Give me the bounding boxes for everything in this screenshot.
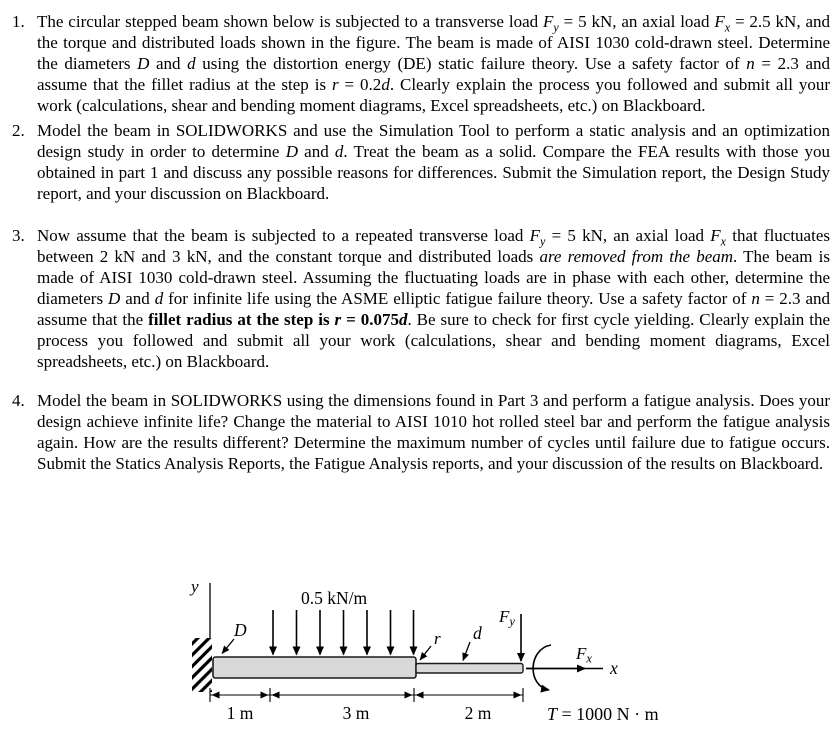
beam-figure <box>0 570 840 741</box>
y-axis <box>189 577 210 638</box>
fixed-wall-hatch <box>192 638 212 692</box>
dim-2m-label: 2 m <box>464 703 492 723</box>
beam-figure-svg <box>0 570 840 741</box>
problem-text: Model the beam in SOLIDWORKS using the dimensions found in Part 3 and perform a fatigue analysis. Does your design achieve infinite life? Change the material to AISI 1010 hot rolled steel bar and perform the fatigue analysis again. How are the results different? Determine the maximum number of cycles until failure due to fatigue occurs. Submit the Statics Analysis Reports, the Fatigue Analysis reports, and your discussion of the results on Blackboard. <box>37 391 830 473</box>
problem-number: 3. <box>12 226 25 245</box>
force-Fx-and-x-axis <box>526 644 618 678</box>
x-axis-label: x <box>610 658 618 678</box>
problem-text: The circular stepped beam shown below is subjected to a transverse load $F_y = 5$ kN, an axial load $F_x = 2.5$ kN, and the torque and distributed loads shown in the figure. The beam is made of AISI 1030 cold-drawn steel. Determine the diameters D and d using the distortion energy (DE) static failure theory. Use a safety factor of n = 2.3 and assume that the fillet radius at the step is r = 0.2d. Clearly explain the process you followed and submit all your work (calculations, shear and bending moment diagrams, Excel spreadsheets, etc.) on Blackboard. <box>37 12 830 115</box>
problem-number: 2. <box>12 121 25 140</box>
y-axis-label: y <box>191 577 199 596</box>
torque-arrow <box>533 645 551 690</box>
torque-label: T = 1000 N · m <box>547 704 659 724</box>
fillet-radius-label: r <box>434 629 441 648</box>
diameter-D-label: D <box>234 620 247 640</box>
problem-number: 1. <box>12 12 25 31</box>
problem-item-2 <box>12 120 830 204</box>
problem-item-4 <box>12 390 830 474</box>
diameter-d-callout <box>463 623 482 661</box>
diameter-d-label: d <box>473 623 482 643</box>
beam-small-section <box>416 664 523 674</box>
stepped-beam <box>213 657 523 678</box>
dimension-labels <box>227 703 492 723</box>
force-Fy-label: $F_y$ <box>499 607 515 629</box>
problem-number: 4. <box>12 391 25 410</box>
distributed-load-arrows <box>273 610 414 655</box>
dim-1m-label: 1 m <box>226 703 254 723</box>
problem-item-1 <box>12 11 830 116</box>
force-Fy <box>498 607 521 661</box>
problem-list <box>0 11 840 474</box>
force-Fx-label: $F_x$ <box>576 644 592 666</box>
diameter-D-callout <box>222 620 247 654</box>
problem-text: Model the beam in SOLIDWORKS and use the Simulation Tool to perform a static analysis and an optimization design study in order to determine D and d. Treat the beam as a solid. Compare the FEA results with those you obtained in part 1 and discuss any possible reasons for differences. Submit the Simulation report, the Design Study report, and your discussion on Blackboard. <box>37 121 830 203</box>
distributed-load-label: 0.5 kN/m <box>300 588 368 608</box>
problem-text: Now assume that the beam is subjected to a repeated transverse load $F_y = 5$ kN, an axial load $F_x$ that fluctuates between 2 kN and 3 kN, and the constant torque and distributed loads are removed from the beam. The beam is made of AISI 1030 cold-drawn steel. Assuming the fluctuating loads are in phase with each other, determine the diameters D and d for infinite life using the ASME elliptic fatigue failure theory. Use a safety factor of n = 2.3 and assume that the fillet radius at the step is r = 0.075d. Be sure to check for first cycle yielding. Clearly explain the process you followed and submit all your work (calculations, shear and bending moment diagrams, Excel spreadsheets, etc.) on Blackboard. <box>37 226 831 371</box>
fillet-radius-callout <box>420 629 441 660</box>
dimension-line <box>210 688 523 702</box>
dim-3m-label: 3 m <box>342 703 370 723</box>
beam-large-section <box>213 657 416 678</box>
problem-item-3 <box>12 225 830 372</box>
